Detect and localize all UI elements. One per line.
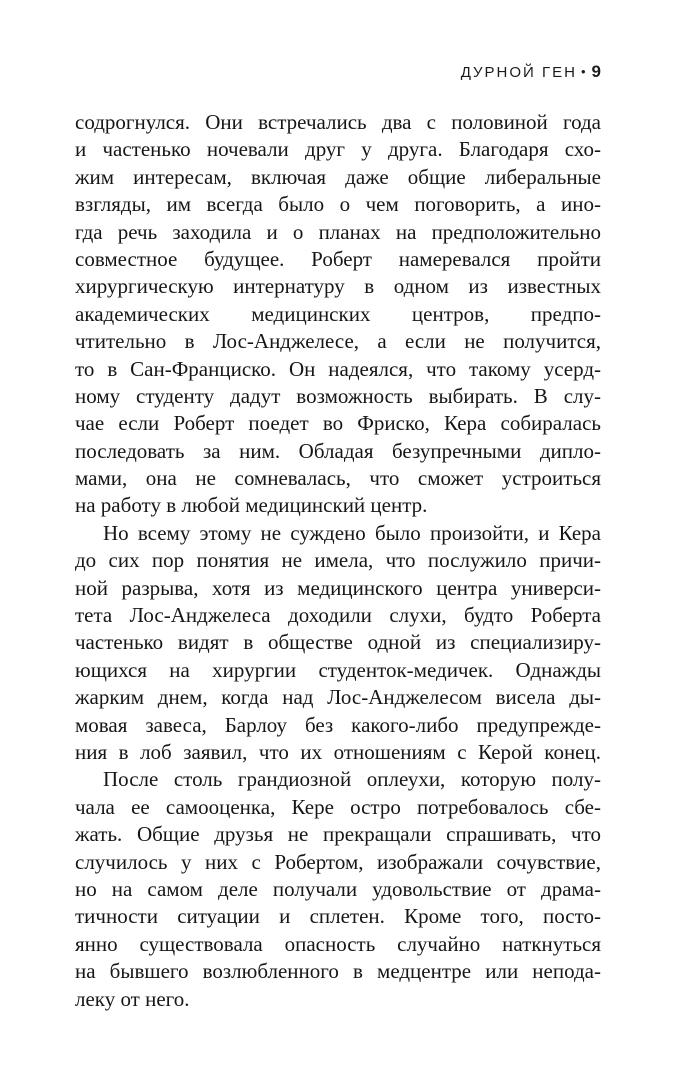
- text-line: до сих пор понятия не имела, что послужило причи-: [75, 548, 601, 573]
- running-title: ДУРНОЙ ГЕН: [460, 64, 577, 81]
- text-line: хирургическую интернатуру в одном из известных: [75, 274, 601, 299]
- text-line: жим интересам, включая даже общие либеральные: [75, 164, 601, 189]
- text-line: тета Лос-Анджелеса доходили слухи, будто Роберта: [75, 603, 601, 628]
- text-line: ной разрыва, хотя из медицинского центра универси-: [75, 575, 601, 600]
- text-line: янно существовала опасность случайно наткнуться: [75, 931, 601, 956]
- text-line: то в Сан-Франциско. Он надеялся, что такому усерд-: [75, 356, 601, 381]
- text-line: жать. Общие друзья не прекращали спрашивать, что: [75, 822, 601, 847]
- text-line: чае если Роберт поедет во Фриско, Кера собиралась: [75, 411, 601, 436]
- text-line: тичности ситуации и сплетен. Кроме того, посто-: [75, 904, 601, 929]
- body-text: [75, 109, 601, 1013]
- text-line: ния в лоб заявил, что их отношениям с Керой конец.: [75, 739, 601, 764]
- text-line: леку от него.: [75, 986, 190, 1011]
- bullet-separator: •: [580, 64, 586, 79]
- text-line: мовая завеса, Барлоу без какого-либо предупрежде-: [75, 712, 601, 737]
- text-line: и частенько ночевали друг у друга. Благодаря схо-: [75, 137, 601, 162]
- text-line: совместное будущее. Роберт намеревался пройти: [75, 246, 601, 271]
- text-line: После столь грандиозной оплеухи, которую полу-: [103, 767, 601, 792]
- text-line: ющихся на хирургии студенток-медичек. Однажды: [75, 657, 601, 682]
- page-number: 9: [591, 62, 601, 81]
- text-line: на работу в любой медицинский центр.: [75, 493, 428, 518]
- text-line: чала ее самооценка, Кере остро потребовалось сбе-: [75, 794, 601, 819]
- running-header: [75, 62, 601, 82]
- text-line: жарким днем, когда над Лос-Анджелесом висела ды-: [75, 685, 601, 710]
- text-line: но на самом деле получали удовольствие от драма-: [75, 876, 601, 901]
- text-line: случилось у них с Робертом, изображали сочувствие,: [75, 849, 601, 874]
- text-line: мами, она не сомневалась, что сможет устроиться: [75, 466, 601, 491]
- text-line: чтительно в Лос-Анджелесе, а если не получится,: [75, 329, 601, 354]
- text-line: ному студенту дадут возможность выбирать. В слу-: [75, 383, 601, 408]
- text-line: частенько видят в обществе одной из специализиру-: [75, 630, 601, 655]
- text-line: Но всему этому не суждено было произойти, и Кера: [103, 520, 601, 545]
- text-line: последовать за ним. Обладая безупречными дипло-: [75, 438, 601, 463]
- text-line: академических медицинских центров, предпо-: [75, 301, 601, 326]
- text-line: взгляды, им всегда было о чем поговорить, а ино-: [75, 192, 601, 217]
- text-line: на бывшего возлюбленного в медцентре или непода-: [75, 959, 601, 984]
- text-line: содрогнулся. Они встречались два с половиной года: [75, 110, 601, 134]
- text-line: гда речь заходила и о планах на предположительно: [75, 219, 601, 244]
